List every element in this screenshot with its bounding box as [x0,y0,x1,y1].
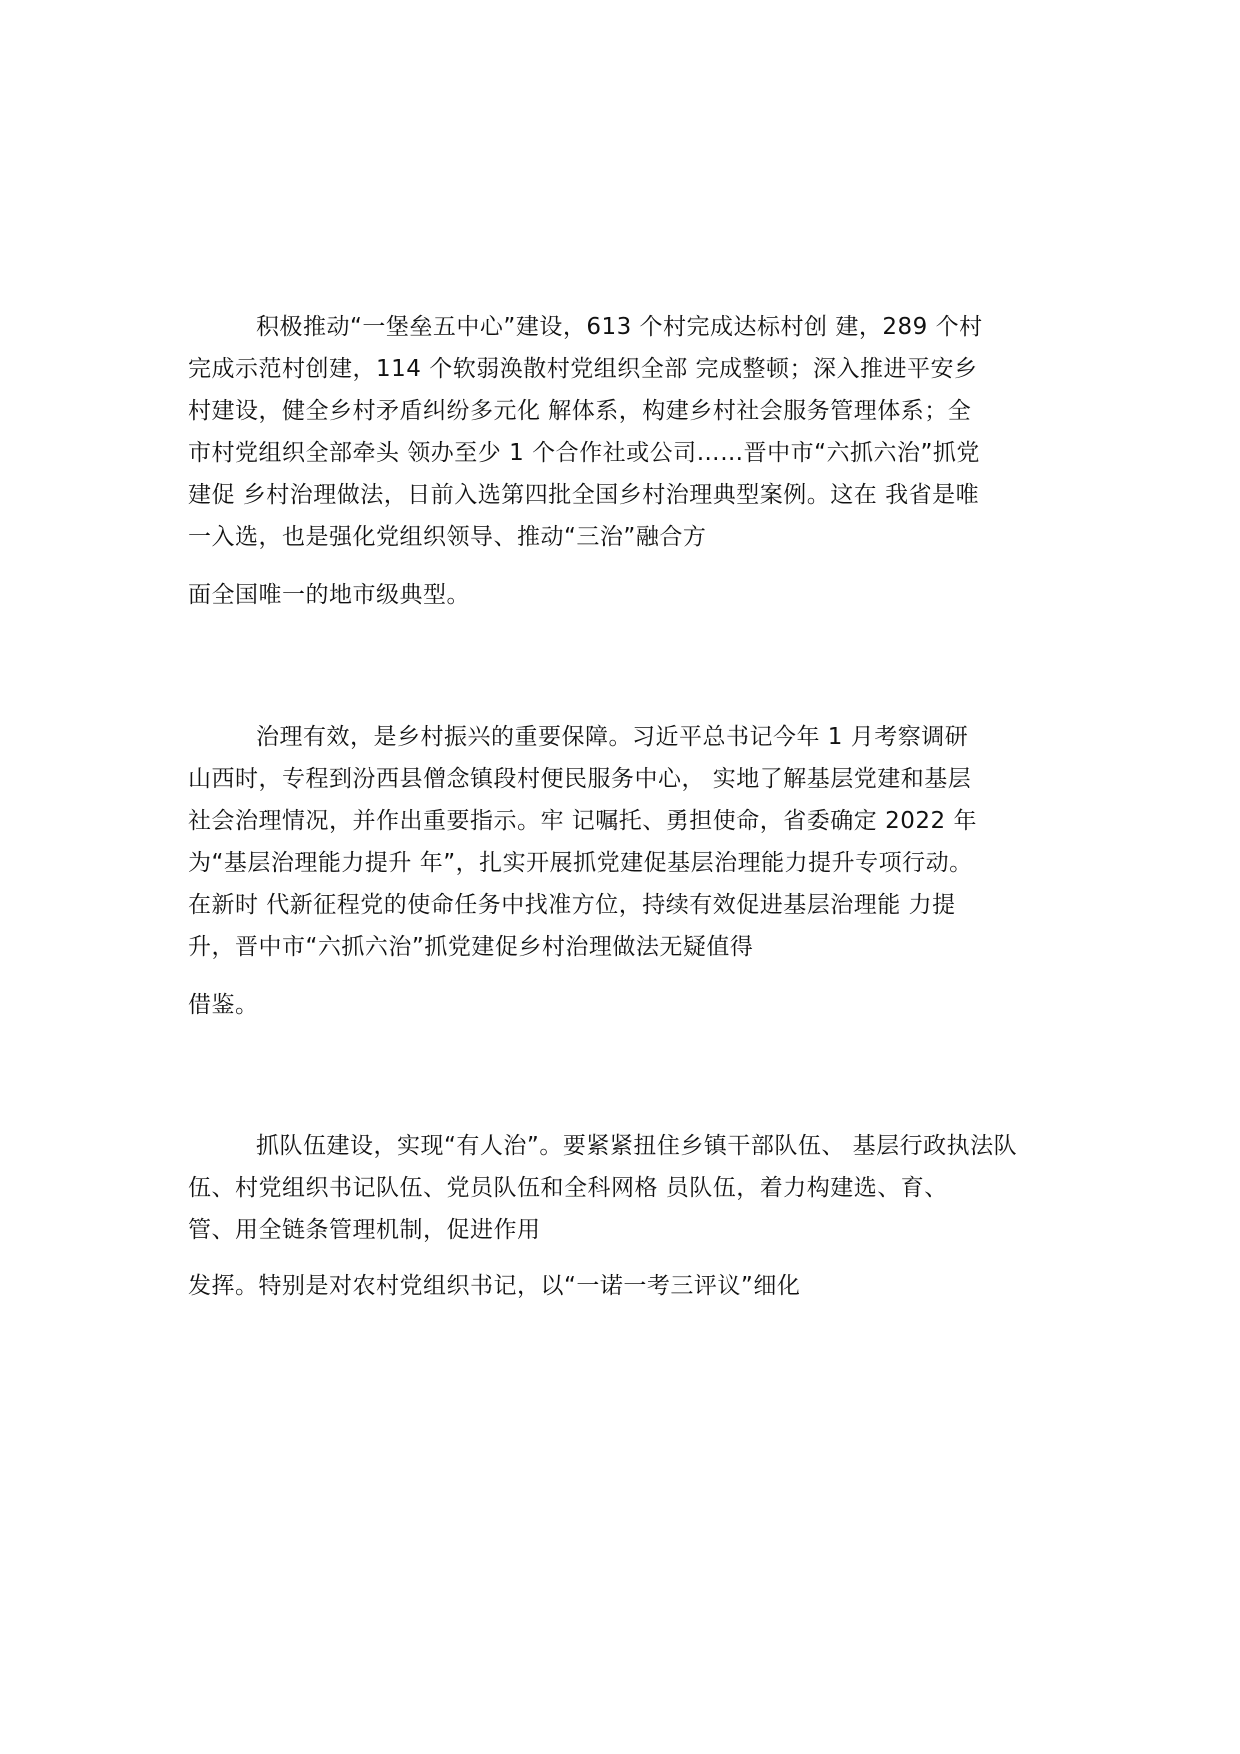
paragraph-line: 一入选，也是强化党组织领导、推动“三治”融合方 [188,524,707,550]
paragraph-line: 完成示范村创建，114 个软弱涣散村党组织全部 完成整顿；深入推进平安乡 [188,356,978,382]
paragraph-line: 建促 乡村治理做法，日前入选第四批全国乡村治理典型案例。这在 我省是唯 [188,482,980,508]
paragraph-line: 升，晋中市“六抓六治”抓党建促乡村治理做法无疑值得 [188,934,754,960]
paragraph-continuation: 面全国唯一的地市级典型。 [188,582,470,608]
paragraph-line: 村建设，健全乡村矛盾纠纷多元化 解体系，构建乡村社会服务管理体系；全 [188,398,972,424]
paragraph-line: 山西时，专程到汾西县僧念镇段村便民服务中心， 实地了解基层党建和基层 [188,766,972,792]
paragraph-line: 市村党组织全部牵头 领办至少 1 个合作社或公司……晋中市“六抓六治”抓党 [188,440,980,466]
paragraph-line: 在新时 代新征程党的使命任务中找准方位，持续有效促进基层治理能 力提 [188,892,956,918]
paragraph-line: 社会治理情况，并作出重要指示。牢 记嘱托、勇担使命，省委确定 2022 年 [188,808,977,834]
paragraph-continuation: 发挥。特别是对农村党组织书记，以“一诺一考三评议”细化 [188,1273,801,1299]
paragraph-continuation: 借鉴。 [188,992,259,1018]
paragraph-line: 积极推动“一堡垒五中心”建设，613 个村完成达标村创 建，289 个村 [256,314,983,340]
paragraph-line: 抓队伍建设，实现“有人治”。要紧紧扭住乡镇干部队伍、 基层行政执法队 [256,1133,1018,1159]
paragraph-line: 管、用全链条管理机制，促进作用 [188,1217,541,1243]
paragraph-line: 为“基层治理能力提升 年”，扎实开展抓党建促基层治理能力提升专项行动。 [188,850,973,876]
paragraph-line: 治理有效，是乡村振兴的重要保障。习近平总书记今年 1 月考察调研 [256,724,969,750]
paragraph-line: 伍、村党组织书记队伍、党员队伍和全科网格 员队伍，着力构建选、育、 [188,1175,948,1201]
